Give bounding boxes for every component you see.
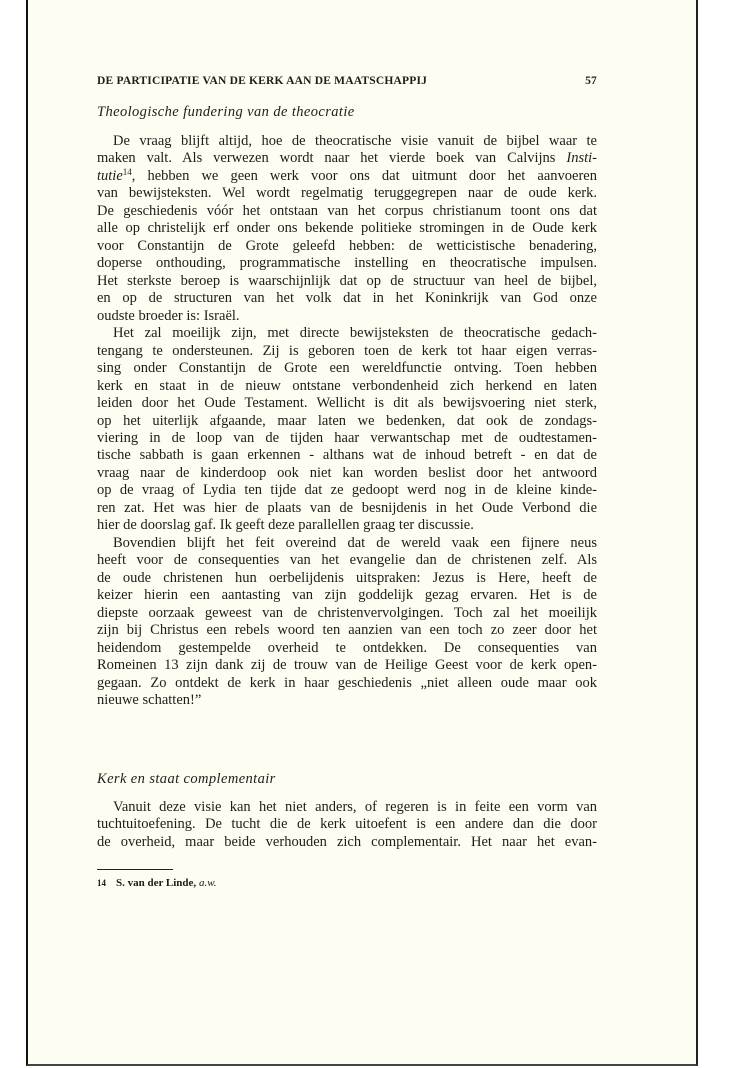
footnote-number: 14 [97,878,106,888]
footnote-reference: viering in de loop van de tijden haar verwantschap met de oudtestamen- [97,429,597,446]
page-number: 57 [585,75,597,87]
text-line [97,692,597,709]
text-line [97,640,597,657]
text-line [97,413,597,430]
text-line [97,447,597,464]
footnote-reference: op het uiterlijk afgaande, maar laten we bedenken, dat ook de zondags- [97,412,597,429]
footnote-reference: nieuwe schatten!” [97,692,202,708]
footnote-divider [97,869,173,870]
footnote-reference: De geschiedenis vóór het ontstaan van het corpus christianum toont ons dat [97,202,597,219]
text-line [97,570,597,587]
footnote-reference: keizer hierin een aantasting van zijn goddelijk gezag ervaren. Het is de [97,587,597,604]
footnote-text: S. van der Linde, [116,877,199,889]
text-line [97,133,597,150]
footnote-reference: tengang te ondersteunen. Zij is geboren toen de kerk tot haar eigen verras- [97,342,597,359]
text-line [97,378,597,395]
text-line [97,799,597,816]
text-line [97,465,597,482]
footnote-reference: Bovendien blijft het feit overeind dat de wereld vaak een fijnere neus [113,534,597,551]
footnote-reference: sing onder Constantijn de Grote een wereldfunctie ontving. Toen hebben [97,360,597,377]
text-line [97,185,597,202]
text-line [97,203,597,220]
text-line [97,273,597,290]
footnote-reference: en op de structuren van het volk dat in het Koninkrijk van God onze [97,290,597,307]
footnote-reference: maken valt. Als verwezen wordt naar het vierde boek van Calvijns [97,150,567,167]
footnote-reference: voor Constantijn de Grote geleefd hebben: de wetticistische benadering, [97,237,597,254]
footnote-italic: a.w. [198,877,217,889]
text-line [97,255,597,272]
text-line [97,517,597,534]
footnote-reference: hier de doorslag gaf. Ik geeft deze parallellen graag ter discussie. [97,517,474,534]
text-run: tutie [97,167,123,184]
footnote-reference: , hebben we geen werk voor ons dat uitmunt door het aanvoeren [131,167,597,184]
footnote-reference: kerk en staat in de nieuw ontstane verbondenheid zich herkend en laten [97,377,597,394]
text-line [97,395,597,412]
section-heading-kerk-en-staat: Kerk en staat complementair [97,771,276,787]
footnote-reference: alle op christelijk erf onder ons bekende politieke stromingen in de Oude kerk [97,220,597,237]
footnote [97,877,216,889]
text-line [97,482,597,499]
text-line [97,168,597,185]
section-body-theocratie [97,133,597,709]
text-line [97,535,597,552]
footnote-reference: gegaan. Zo ontdekt de kerk in haar geschiedenis „niet alleen oude maar ook [97,674,597,691]
text-line [97,552,597,569]
text-line [97,290,597,307]
footnote-reference: de overheid, maar beide verhouden zich complementair. Het naar het evan- [97,833,597,850]
text-line [97,360,597,377]
text-line [97,238,597,255]
footnote-reference: Vanuit deze visie kan het niet anders, of regeren is in feite een vorm van [113,799,597,815]
footnote-reference: diepste oorzaak geweest van de christenvervolgingen. Toch zal het moeilijk [97,604,597,621]
text-line [97,587,597,604]
text-line [97,325,597,342]
footnote-reference: Het sterkste beroep is waarschijnlijk dat op de structuur van heel de bijbel, [97,272,597,289]
footnote-reference: oudste broeder is: Israël. [97,307,240,324]
footnote-reference: Romeinen 13 zijn dank zij de trouw van de Heilige Geest voor de kerk open- [97,657,597,674]
footnote-reference: 14 [122,166,132,177]
footnote-reference: ren zat. Het was hier de plaats van de besnijdenis in het Oude Verbond die [97,499,597,516]
footnote-reference: vraag naar de kinderdoop ook niet kan worden beslist door het antwoord [97,464,597,481]
footnote-reference: Het zal moeilijk zijn, met directe bewijsteksten de theocratische gedach- [113,325,597,342]
text-line [97,834,597,851]
footnote-reference: tische sabbath is gaan erkennen - althans wat de inhoud betreft - en dat de [97,447,597,464]
running-header [97,75,597,87]
text-line [97,343,597,360]
footnote-reference: op de vraag of Lydia ten tijde dat ze gedoopt werd nog in de kleine kinde- [97,482,597,499]
text-line [97,675,597,692]
running-title: DE PARTICIPATIE VAN DE KERK AAN DE MAATSCHAPPIJ [97,75,428,87]
section-heading-theocratie: Theologische fundering van de theocratie [97,104,355,120]
footnote-reference: heeft voor de consequenties van het evangelie dan de christenen zelf. Als [97,552,597,569]
text-line [97,622,597,639]
footnote-reference: De vraag blijft altijd, hoe de theocratische visie vanuit de bijbel waar te [113,133,597,149]
text-line [97,220,597,237]
footnote-reference: doperse onthouding, programmatische instelling en theocratische impulsen. [97,255,597,272]
text-line [97,150,597,167]
footnote-reference: zijn bij Christus een rebels woord ten aanzien van een toch zo zeer door het [97,622,597,639]
text-line [97,605,597,622]
section-body-kerk-en-staat [97,799,597,851]
footnote-reference: tuchtuitoefening. De tucht die de kerk uitoefent is een andere dan die door [97,816,597,833]
footnote-reference: leiden door het Oude Testament. Wellicht is dit als bewijsvoering niet sterk, [97,395,597,412]
footnote-reference: van bewijsteksten. Wel wordt regelmatig teruggegrepen naar de oude kerk. [97,185,597,202]
text-line [97,308,597,325]
text-line [97,657,597,674]
text-run: Insti- [566,150,597,167]
text-line [97,430,597,447]
text-line [97,816,597,833]
text-line [97,500,597,517]
footnote-reference: heidendom gestempelde overheid te ontdekken. De consequenties van [97,639,597,656]
footnote-reference: de oude christenen hun oerbelijdenis uitspraken: Jezus is Here, heeft de [97,569,597,586]
